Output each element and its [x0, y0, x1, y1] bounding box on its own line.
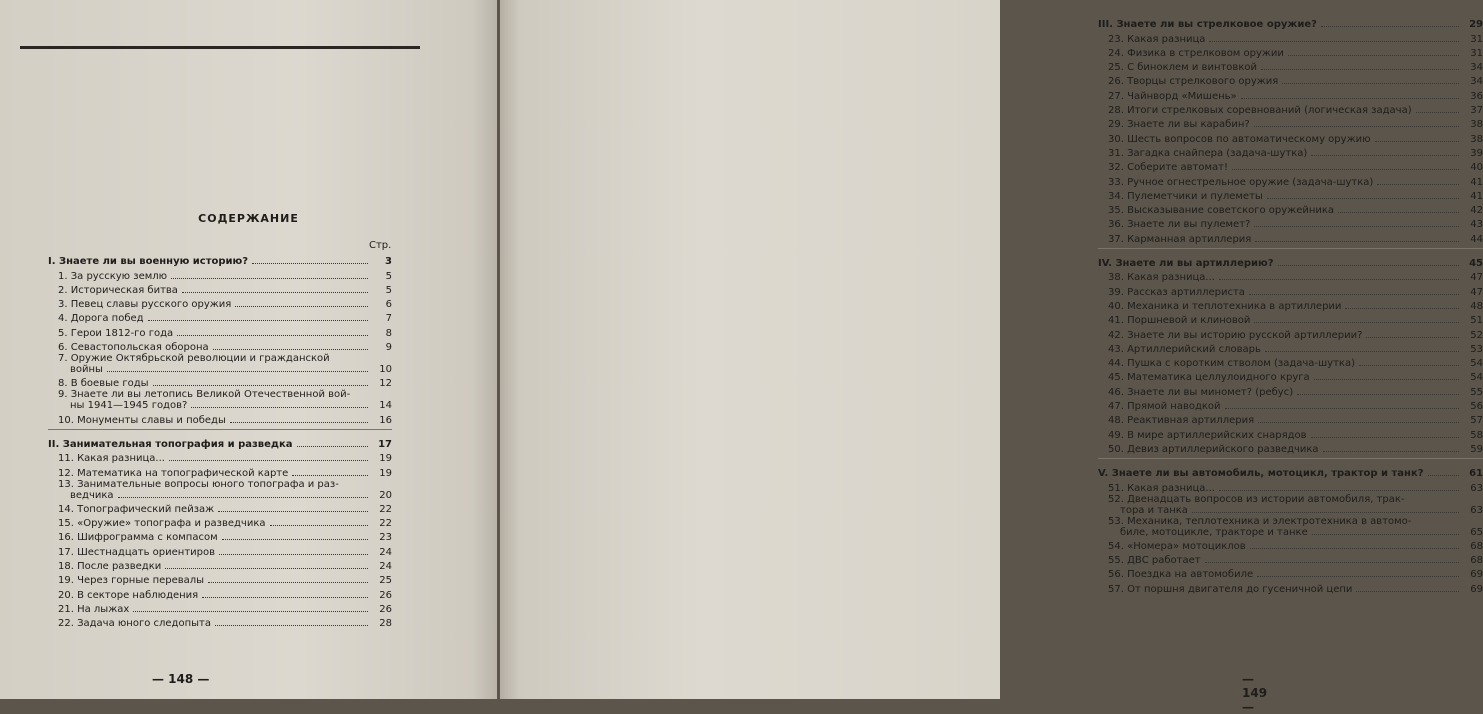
item-page: 43 [1470, 219, 1483, 231]
leader-dots [1297, 394, 1459, 395]
item-title: 34. Пулеметчики и пулеметы [1108, 190, 1263, 202]
item-page: 65 [1470, 526, 1483, 538]
leader-dots [133, 611, 368, 612]
item-title: 37. Карманная артиллерия [1108, 233, 1252, 245]
item-page: 10 [379, 364, 392, 376]
item-title: 14. Топографический пейзаж [58, 503, 215, 515]
toc-item [48, 296, 392, 310]
item-page: 6 [385, 299, 392, 311]
page-column-label: Стр. [369, 240, 392, 251]
toc-item [1098, 494, 1483, 516]
leader-dots [1288, 55, 1459, 56]
toc-item [1098, 341, 1483, 355]
toc-item [1098, 398, 1483, 412]
leader-dots [208, 582, 368, 583]
item-page: 26 [379, 589, 392, 601]
item-title: 17. Шестнадцать ориентиров [58, 546, 216, 558]
item-page: 36 [1470, 90, 1483, 102]
item-title: 35. Высказывание советского оружейника [1108, 205, 1335, 217]
leader-dots [213, 349, 368, 350]
item-title: 48. Реактивная артиллерия [1108, 415, 1255, 427]
item-title: 52. Двенадцать вопросов из истории автомобиля, трак- [1108, 493, 1405, 505]
item-title: 21. На лыжах [58, 603, 130, 615]
leader-dots [252, 263, 368, 264]
item-title-continuation-line [58, 364, 392, 375]
leader-dots [1249, 294, 1459, 295]
toc-item [1098, 426, 1483, 440]
item-title: 1. За русскую землю [58, 270, 168, 282]
toc-item [1098, 326, 1483, 340]
toc-left [48, 253, 392, 629]
item-page: 34 [1470, 76, 1483, 88]
toc-item [1098, 130, 1483, 144]
left-page [0, 0, 497, 699]
leader-dots [1314, 379, 1459, 380]
item-page: 34 [1470, 62, 1483, 74]
item-title: 39. Рассказ артиллериста [1108, 286, 1245, 298]
item-title: 20. В секторе наблюдения [58, 589, 199, 601]
item-title-continuation: тора и танка [1120, 504, 1188, 516]
toc-item [1098, 580, 1483, 594]
toc-item [1098, 116, 1483, 130]
toc-section [48, 253, 392, 267]
leader-dots [1338, 212, 1459, 213]
section-page: 3 [385, 256, 392, 268]
leader-dots [1255, 241, 1459, 242]
item-page: 31 [1470, 33, 1483, 45]
item-page: 37 [1470, 105, 1483, 117]
toc-item [1098, 369, 1483, 383]
item-page: 47 [1470, 286, 1483, 298]
leader-dots [1321, 26, 1459, 27]
leader-dots [153, 385, 369, 386]
toc-item [48, 282, 392, 296]
toc-item [1098, 202, 1483, 216]
leader-dots [1278, 265, 1459, 266]
item-page: 52 [1470, 329, 1483, 341]
toc-item [1098, 59, 1483, 73]
toc-item [1098, 552, 1483, 566]
item-title: 23. Какая разница [1108, 33, 1206, 45]
item-title: 43. Артиллерийский словарь [1108, 343, 1261, 355]
leader-dots [1323, 451, 1459, 452]
item-title: 6. Севастопольская оборона [58, 342, 209, 354]
item-page: 56 [1470, 401, 1483, 413]
item-page: 19 [379, 467, 392, 479]
item-page: 22 [379, 518, 392, 530]
page-number: — 148 — [152, 672, 210, 686]
item-page: 48 [1470, 300, 1483, 312]
section-separator [48, 429, 392, 430]
leader-dots [218, 511, 368, 512]
toc-item [1098, 355, 1483, 369]
toc-item [1098, 516, 1483, 538]
item-title: 19. Через горные перевалы [58, 575, 205, 587]
leader-dots [297, 446, 368, 447]
toc-item [1098, 230, 1483, 244]
toc-item [48, 267, 392, 281]
item-page: 41 [1470, 176, 1483, 188]
section-separator [1098, 458, 1483, 459]
item-page: 68 [1470, 555, 1483, 567]
leader-dots [169, 460, 368, 461]
header-rule [20, 46, 420, 49]
item-page: 24 [379, 546, 392, 558]
item-title: 36. Знаете ли вы пулемет? [1108, 219, 1251, 231]
leader-dots [219, 554, 368, 555]
toc-item [1098, 73, 1483, 87]
leader-dots [1257, 576, 1459, 577]
page-title: СОДЕРЖАНИЕ [198, 212, 299, 225]
toc-section [1098, 16, 1483, 30]
section-title: II. Занимательная топография и разведка [48, 438, 293, 450]
leader-dots [118, 497, 368, 498]
leader-dots [1254, 322, 1459, 323]
item-title: 33. Ручное огнестрельное оружие (задача-шутка) [1108, 176, 1374, 188]
leader-dots [1232, 169, 1459, 170]
item-page: 23 [379, 532, 392, 544]
item-page: 25 [379, 575, 392, 587]
item-page: 47 [1470, 272, 1483, 284]
item-title: 27. Чайнворд «Мишень» [1108, 90, 1237, 102]
item-page: 42 [1470, 205, 1483, 217]
toc-item [48, 601, 392, 615]
item-page: 38 [1470, 119, 1483, 131]
item-title-continuation-line [1108, 527, 1483, 538]
toc-item [48, 586, 392, 600]
leader-dots [1345, 308, 1459, 309]
item-title: 25. С биноклем и винтовкой [1108, 62, 1257, 74]
item-page: 44 [1470, 233, 1483, 245]
leader-dots [1375, 141, 1460, 142]
leader-dots [292, 475, 368, 476]
item-page: 24 [379, 561, 392, 573]
item-title: 28. Итоги стрелковых соревнований (логическая задача) [1108, 105, 1412, 117]
item-page: 5 [385, 270, 392, 282]
item-title: 47. Прямой наводкой [1108, 401, 1221, 413]
item-title: 5. Герои 1812-го года [58, 327, 174, 339]
toc-section [1098, 465, 1483, 479]
item-title: 3. Певец славы русского оружия [58, 299, 232, 311]
item-page: 12 [379, 378, 392, 390]
item-title: 44. Пушка с коротким стволом (задача-шутка) [1108, 358, 1355, 370]
toc-item [48, 464, 392, 478]
leader-dots [1366, 337, 1459, 338]
leader-dots [1282, 83, 1459, 84]
leader-dots [177, 335, 368, 336]
leader-dots [1209, 41, 1459, 42]
leader-dots [1254, 226, 1459, 227]
toc-item [1098, 102, 1483, 116]
toc-item [48, 375, 392, 389]
toc-item [1098, 216, 1483, 230]
toc-item [1098, 188, 1483, 202]
item-title: 2. Историческая битва [58, 284, 178, 296]
item-title: 29. Знаете ли вы карабин? [1108, 119, 1250, 131]
item-title: 55. ДВС работает [1108, 555, 1201, 567]
toc-item [48, 529, 392, 543]
toc-item [48, 615, 392, 629]
toc-item [1098, 87, 1483, 101]
leader-dots [1377, 184, 1459, 185]
item-title: 50. Девиз артиллерийского разведчика [1108, 443, 1319, 455]
item-page: 58 [1470, 429, 1483, 441]
leader-dots [165, 568, 368, 569]
leader-dots [1356, 591, 1459, 592]
item-page: 20 [379, 489, 392, 501]
toc-item [48, 450, 392, 464]
toc-section [48, 436, 392, 450]
item-title: 11. Какая разница... [58, 453, 165, 465]
item-page: 22 [379, 503, 392, 515]
toc-item [1098, 159, 1483, 173]
item-page: 63 [1470, 482, 1483, 494]
item-page: 53 [1470, 343, 1483, 355]
leader-dots [1311, 437, 1459, 438]
item-title: 54. «Номера» мотоциклов [1108, 540, 1246, 552]
toc-item [48, 310, 392, 324]
toc-item [1098, 383, 1483, 397]
toc-item [48, 515, 392, 529]
item-title: 42. Знаете ли вы историю русской артиллерии? [1108, 329, 1363, 341]
leader-dots [1267, 198, 1459, 199]
leader-dots [1225, 408, 1459, 409]
toc-item [48, 353, 392, 375]
toc-item [48, 339, 392, 353]
section-title: III. Знаете ли вы стрелковое оружие? [1098, 19, 1317, 31]
leader-dots [1192, 512, 1459, 513]
item-title: 51. Какая разница... [1108, 482, 1215, 494]
leader-dots [1261, 69, 1459, 70]
toc-item [48, 558, 392, 572]
item-title: 53. Механика, теплотехника и электротехника в автомо- [1108, 515, 1412, 527]
item-page: 39 [1470, 147, 1483, 159]
item-page: 41 [1470, 190, 1483, 202]
page-number: — 149 — [1242, 672, 1268, 714]
item-title-continuation-line [58, 490, 392, 501]
item-page: 59 [1470, 443, 1483, 455]
item-title: 12. Математика на топографической карте [58, 467, 289, 479]
leader-dots [1265, 351, 1459, 352]
item-page: 16 [379, 414, 392, 426]
item-title: 16. Шифрограмма с компасом [58, 532, 218, 544]
leader-dots [222, 539, 368, 540]
toc-item [1098, 145, 1483, 159]
item-title: 15. «Оружие» топографа и разведчика [58, 518, 266, 530]
leader-dots [1254, 126, 1459, 127]
section-page: 17 [378, 438, 392, 450]
item-page: 5 [385, 284, 392, 296]
item-title-continuation: ведчика [70, 489, 114, 501]
toc-item [1098, 30, 1483, 44]
item-title-continuation: войны [70, 364, 103, 376]
section-separator [1098, 248, 1483, 249]
leader-dots [1416, 112, 1459, 113]
toc-section [1098, 255, 1483, 269]
leader-dots [1359, 365, 1459, 366]
item-title: 32. Соберите автомат! [1108, 162, 1228, 174]
item-page: 54 [1470, 358, 1483, 370]
item-title-continuation-line [58, 400, 392, 411]
right-page [500, 0, 1483, 714]
leader-dots [202, 597, 368, 598]
toc-item [48, 389, 392, 411]
item-title-continuation: ны 1941—1945 годов? [70, 400, 188, 412]
item-page: 31 [1470, 47, 1483, 59]
leader-dots [215, 625, 368, 626]
item-title: 24. Физика в стрелковом оружии [1108, 47, 1284, 59]
toc-item [1098, 566, 1483, 580]
leader-dots [1250, 548, 1459, 549]
item-page: 38 [1470, 133, 1483, 145]
toc-item [1098, 298, 1483, 312]
item-page: 19 [379, 453, 392, 465]
item-title: 18. После разведки [58, 561, 162, 573]
toc-item [48, 411, 392, 425]
item-page: 14 [379, 400, 392, 412]
toc-item [1098, 412, 1483, 426]
item-title: 41. Поршневой и клиновой [1108, 315, 1251, 327]
leader-dots [171, 278, 368, 279]
leader-dots [1241, 98, 1459, 99]
item-page: 68 [1470, 540, 1483, 552]
section-page: 29 [1469, 19, 1483, 31]
item-page: 7 [385, 313, 392, 325]
leader-dots [230, 422, 368, 423]
section-title: IV. Знаете ли вы артиллерию? [1098, 258, 1274, 270]
leader-dots [107, 371, 368, 372]
leader-dots [235, 306, 368, 307]
item-page: 57 [1470, 415, 1483, 427]
item-title: 4. Дорога побед [58, 313, 144, 325]
leader-dots [191, 407, 368, 408]
item-title: 8. В боевые годы [58, 378, 149, 390]
leader-dots [148, 320, 368, 321]
toc-item [48, 324, 392, 338]
item-title: 9. Знаете ли вы летопись Великой Отечественной вой- [58, 389, 351, 401]
toc-item [1098, 479, 1483, 493]
toc-item [1098, 45, 1483, 59]
item-page: 9 [385, 342, 392, 354]
item-title: 45. Математика целлулоидного круга [1108, 372, 1310, 384]
item-title-continuation: биле, мотоцикле, тракторе и танке [1120, 526, 1308, 538]
toc-item [1098, 269, 1483, 283]
item-page: 26 [379, 603, 392, 615]
toc-item [1098, 173, 1483, 187]
item-title: 7. Оружие Октябрьской революции и гражданской [58, 353, 330, 365]
leader-dots [1428, 475, 1459, 476]
section-title: V. Знаете ли вы автомобиль, мотоцикл, трактор и танк? [1098, 468, 1424, 480]
item-title: 13. Занимательные вопросы юного топографа и раз- [58, 478, 339, 490]
item-title: 22. Задача юного следопыта [58, 618, 211, 630]
item-page: 63 [1470, 504, 1483, 516]
item-title: 31. Загадка снайпера (задача-шутка) [1108, 147, 1308, 159]
toc-item [48, 479, 392, 501]
section-page: 61 [1469, 468, 1483, 480]
item-page: 69 [1470, 583, 1483, 595]
item-page: 55 [1470, 386, 1483, 398]
item-page: 54 [1470, 372, 1483, 384]
item-page: 8 [385, 327, 392, 339]
toc-item [1098, 283, 1483, 297]
leader-dots [1219, 279, 1459, 280]
leader-dots [182, 292, 368, 293]
toc-item [48, 543, 392, 557]
leader-dots [1311, 155, 1459, 156]
toc-item [48, 501, 392, 515]
toc-item [1098, 312, 1483, 326]
item-title: 40. Механика и теплотехника в артиллерии [1108, 300, 1342, 312]
section-title: I. Знаете ли вы военную историю? [48, 256, 249, 268]
leader-dots [270, 525, 369, 526]
toc-item [1098, 441, 1483, 455]
toc-item [48, 572, 392, 586]
item-title: 38. Какая разница... [1108, 272, 1215, 284]
leader-dots [1312, 534, 1459, 535]
toc-right [1098, 16, 1483, 595]
item-title: 46. Знаете ли вы миномет? (ребус) [1108, 386, 1294, 398]
item-title: 56. Поездка на автомобиле [1108, 569, 1254, 581]
item-title: 57. От поршня двигателя до гусеничной цепи [1108, 583, 1353, 595]
item-title: 49. В мире артиллерийских снарядов [1108, 429, 1307, 441]
leader-dots [1219, 490, 1459, 491]
item-page: 51 [1470, 315, 1483, 327]
item-title: 26. Творцы стрелкового оружия [1108, 76, 1279, 88]
leader-dots [1258, 422, 1459, 423]
section-page: 45 [1469, 258, 1483, 270]
leader-dots [1205, 562, 1459, 563]
item-page: 40 [1470, 162, 1483, 174]
item-title: 30. Шесть вопросов по автоматическому оружию [1108, 133, 1371, 145]
toc-item [1098, 538, 1483, 552]
item-page: 69 [1470, 569, 1483, 581]
item-title-continuation-line [1108, 505, 1483, 516]
item-page: 28 [379, 618, 392, 630]
item-title: 10. Монументы славы и победы [58, 414, 226, 426]
